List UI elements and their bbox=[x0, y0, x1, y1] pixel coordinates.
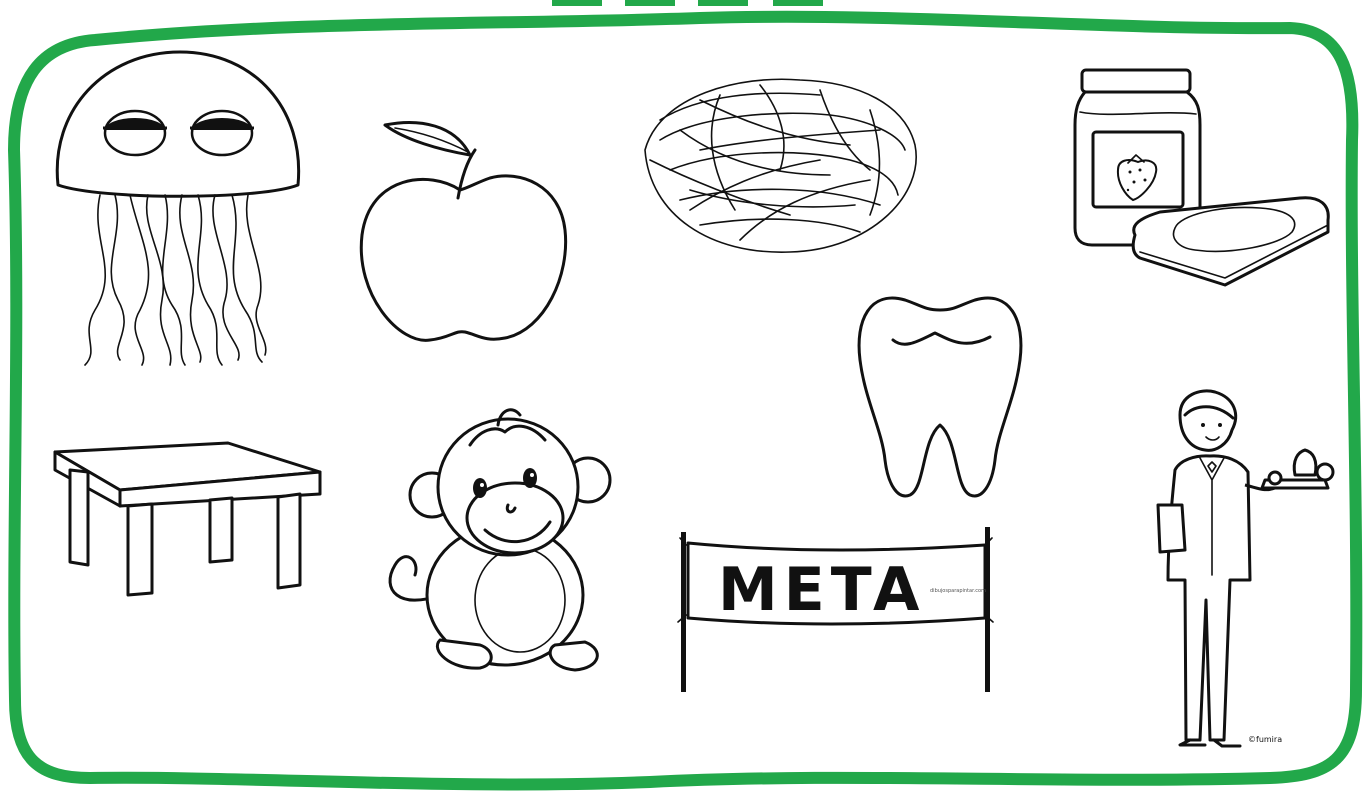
nest-picture bbox=[645, 79, 916, 252]
waiter-picture bbox=[1158, 391, 1333, 746]
jam-jar-picture bbox=[1075, 70, 1328, 285]
waiter-credit: ©fumira bbox=[1248, 735, 1283, 744]
top-title-fragment bbox=[552, 0, 823, 6]
banner-text: META bbox=[718, 555, 926, 625]
table-picture bbox=[55, 443, 320, 595]
apple-picture bbox=[361, 123, 565, 341]
jellyfish-picture bbox=[57, 52, 298, 365]
finish-line-banner bbox=[678, 527, 993, 692]
tooth-picture bbox=[859, 298, 1021, 496]
monkey-picture bbox=[390, 410, 610, 670]
banner-watermark: dibujosparapintar.com bbox=[930, 588, 986, 594]
